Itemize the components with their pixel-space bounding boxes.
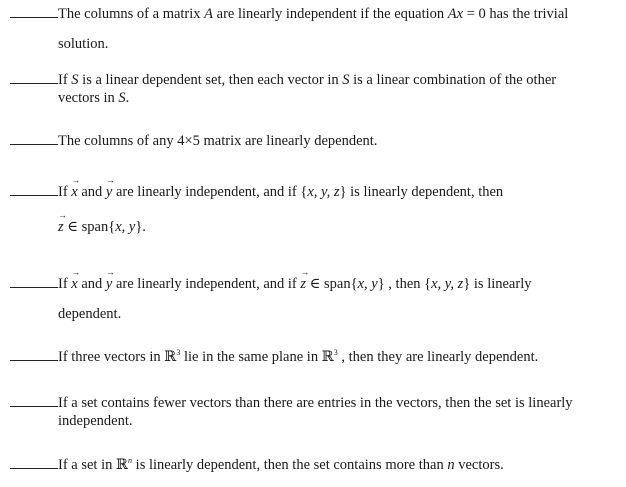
answer-blank-1[interactable] — [10, 16, 58, 18]
statement-2: If S is a linear dependent set, then each vector in S is a linear combination of the other — [10, 72, 556, 89]
statement-3: The columns of any 4×5 matrix are linearly dependent. — [10, 133, 377, 150]
statement-1: The columns of a matrix A are linearly independent if the equation Ax = 0 has the trivial — [10, 6, 568, 23]
answer-blank-6[interactable] — [10, 359, 58, 361]
answer-blank-5[interactable] — [10, 286, 58, 288]
answer-blank-8[interactable] — [10, 467, 58, 469]
statement-7-cont: independent. — [58, 413, 133, 429]
answer-blank-7[interactable] — [10, 405, 58, 407]
statement-1-cont: solution. — [58, 36, 109, 52]
answer-blank-4[interactable] — [10, 194, 58, 196]
answer-blank-2[interactable] — [10, 82, 58, 84]
statement-7: If a set contains fewer vectors than there are entries in the vectors, then the set is linearly — [10, 395, 573, 412]
statement-4-cont: → z ∈ span{x, y}. — [58, 219, 146, 236]
statement-8: If a set in ℝ$^n$ is linearly dependent, then the set contains more than n vectors. — [10, 456, 504, 474]
statement-6: If three vectors in ℝ$^3$ lie in the same plane in ℝ$^3$ , then they are linearly dependent. — [10, 348, 538, 366]
statement-5: If → x and → y are linearly independent, and if → z ∈ span{x, y} , then {x, y, z} is linearly — [10, 276, 531, 293]
statement-4: If → x and → y are linearly independent, and if {x, y, z} is linearly dependent, then — [10, 184, 503, 201]
statement-2-cont: vectors in S. — [58, 90, 130, 106]
statement-5-cont: dependent. — [58, 306, 122, 322]
answer-blank-3[interactable] — [10, 143, 58, 145]
